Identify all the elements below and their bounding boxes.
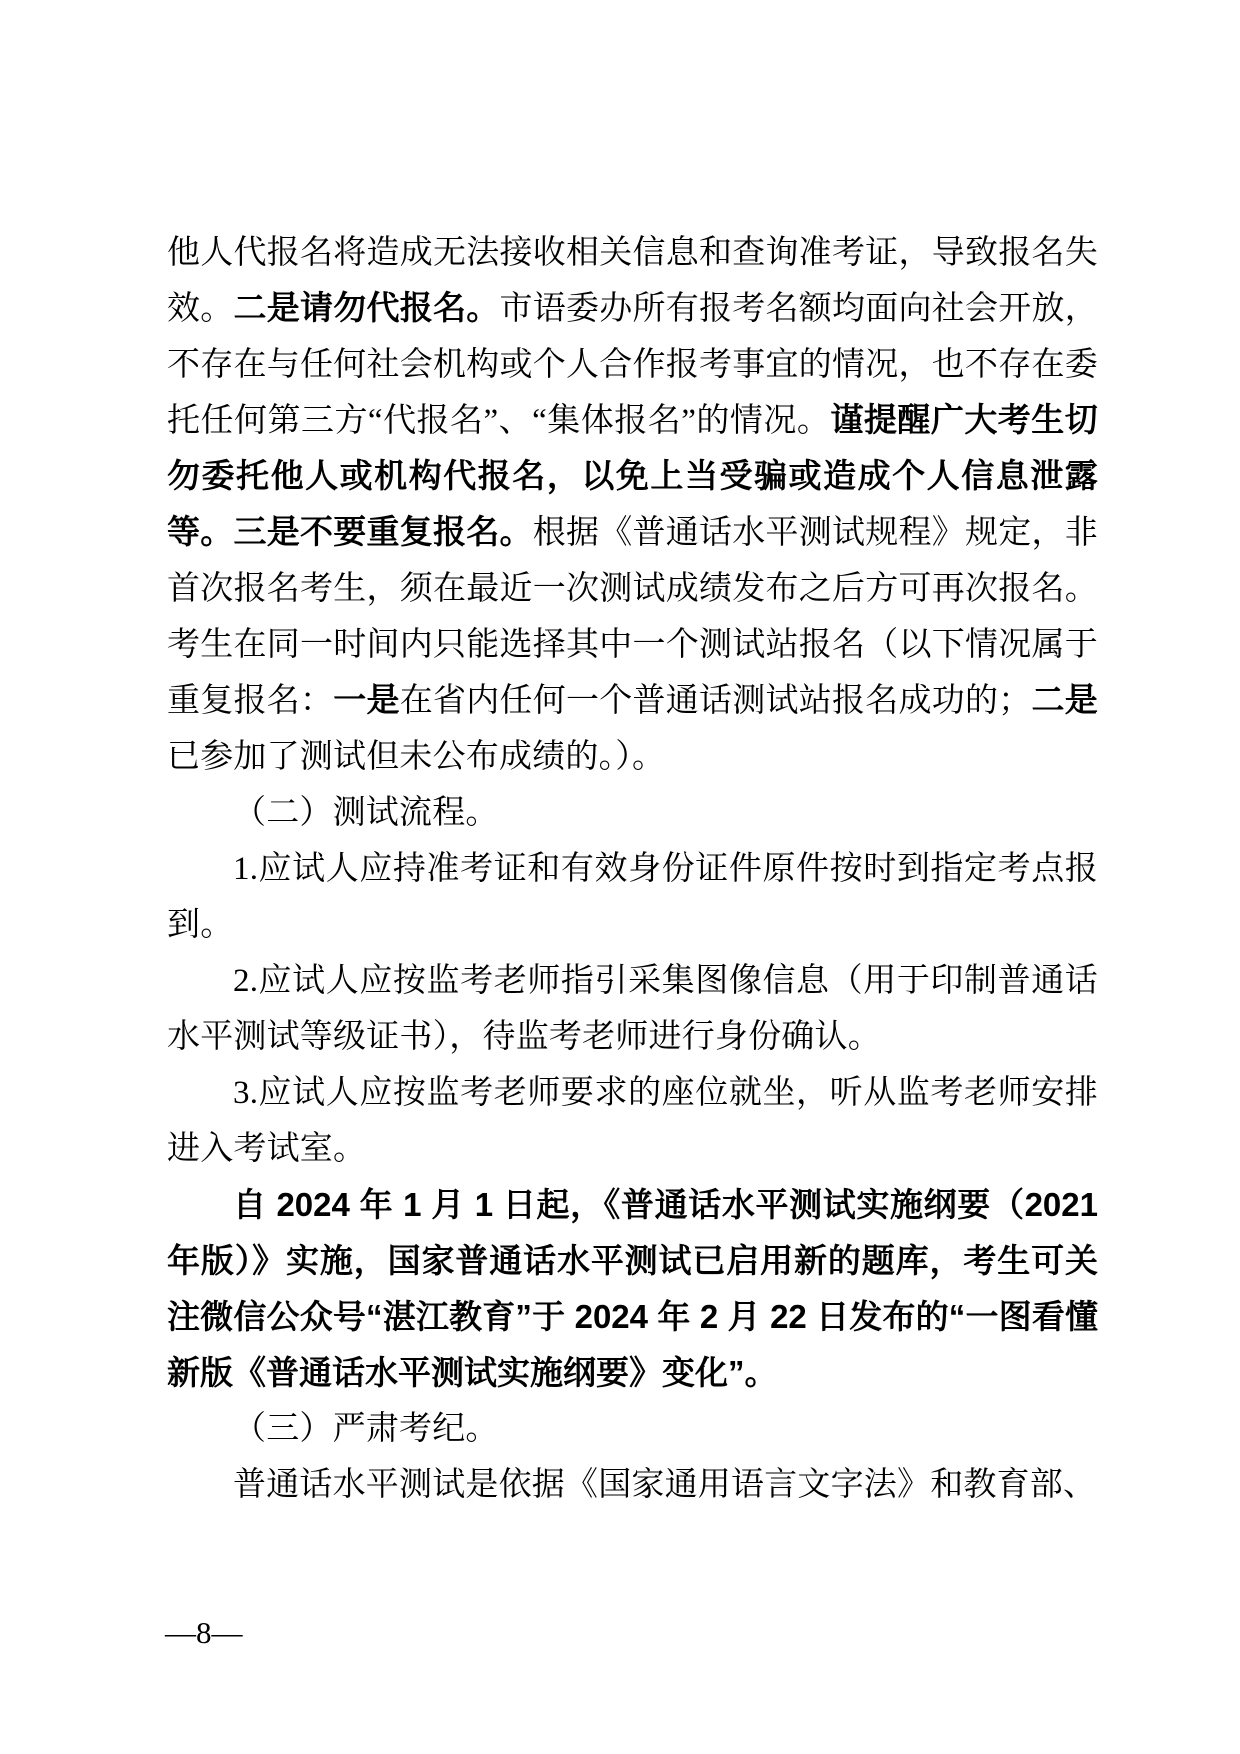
text-run: 根据《普通话水平测试规程》规定，非首次报名考生，须在最近一次测试成绩发布之后方可再次报名。考生在同一时间内只能选择其中一个测试站报名（以下情况属于重复报名： — [167, 515, 1099, 719]
para-step-2 — [167, 953, 1098, 1065]
para-step-1 — [167, 841, 1098, 953]
text-run: 市语委办所有报考名额均面向社会开放，不存在与任何社会机构或个人合作报考事宜的情况，也不存在委托任何第三方“代报名”、“集体报名”的情况。 — [167, 291, 1098, 439]
text-run: （三）严肃考纪。 — [233, 1411, 499, 1447]
text-run: （二）测试流程。 — [233, 795, 499, 831]
text-run: 已参加了测试但未公布成绩的。）。 — [167, 739, 666, 775]
bold-text-run: 自 2024 年 1 月 1 日起，《普通话水平测试实施纲要（2021年版）》实施，国家普通话水平测试已启用新的题库，考生可关注微信公众号“湛江教育”于 2024 年 2 月 22 日发布的“一图看懂新版《普通话水平测试实施纲要》变化”。 — [167, 1186, 1098, 1391]
text-run: 1.应试人应持准考证和有效身份证件原件按时到指定考点报到。 — [167, 851, 1098, 943]
para-legal-basis — [167, 1457, 1098, 1513]
page-number: —8— — [165, 1615, 243, 1650]
bold-text-run: 一是 — [333, 683, 400, 719]
text-run: 普通话水平测试是依据《国家通用语言文字法》和教育部、 — [233, 1467, 1097, 1503]
text-run: 在省内任何一个普通话测试站报名成功的； — [399, 683, 1032, 719]
text-run: 3.应试人应按监考老师要求的座位就坐，听从监考老师安排进入考试室。 — [167, 1075, 1098, 1167]
text-run: 他人代报名将造成无法接收相关信息和查询准考证，导致报名失效。 — [167, 235, 1098, 327]
para-new-syllabus-notice — [167, 1177, 1098, 1401]
para-proxy-registration-warning — [167, 225, 1098, 785]
para-heading-discipline — [167, 1401, 1098, 1457]
text-run: 2.应试人应按监考老师指引采集图像信息（用于印制普通话水平测试等级证书），待监考老师进行身份确认。 — [167, 963, 1098, 1055]
para-heading-test-process — [167, 785, 1098, 841]
bold-text-run: 谨提醒广大考生切勿委托他人或机构代报名，以免上当受骗或造成个人信息泄露等。三是不要重复报名。 — [167, 403, 1098, 551]
bold-text-run: 二是 — [1031, 683, 1099, 719]
document-body — [167, 225, 1098, 1513]
bold-text-run: 二是请勿代报名。 — [233, 291, 500, 327]
para-step-3 — [167, 1065, 1098, 1177]
page-footer — [165, 1615, 243, 1651]
